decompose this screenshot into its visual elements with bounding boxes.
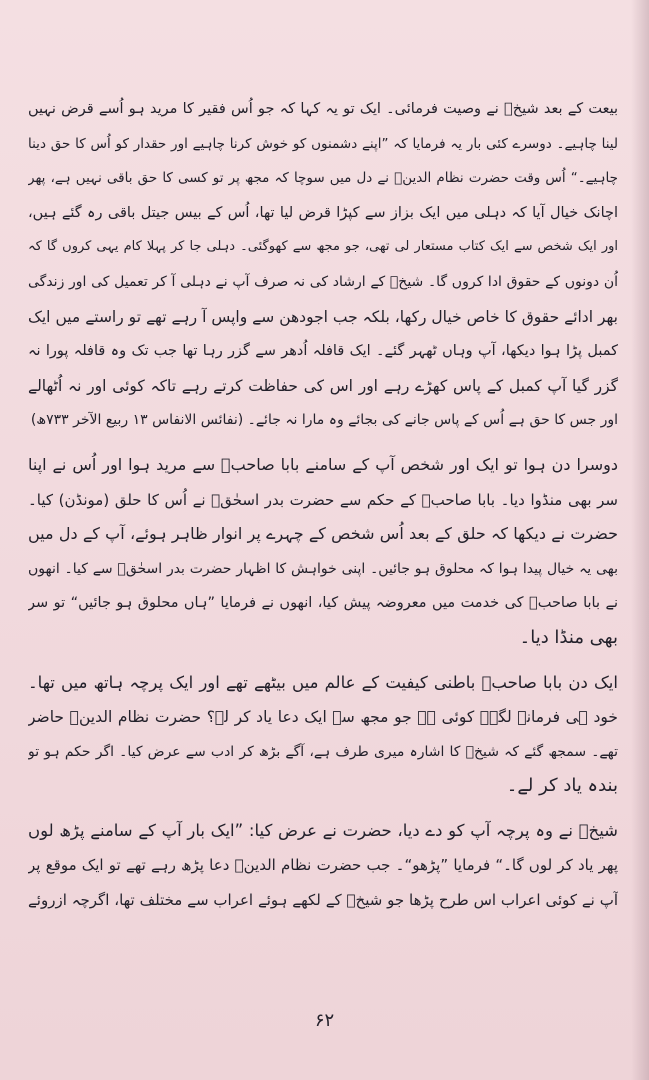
paragraph-4 [28,814,618,918]
text-line: بندہ یاد کر لے۔ [506,775,618,797]
text-line: اور جس کا حق ہے اُس کے پاس جانے کی بجائے وہ مارا نہ جائے۔ (نفائس الانفاس ۱۳ ربیع الآخر ۷۳۳ھ) [30,412,618,429]
text-line: خود ہی فرمانے لگے۔ کوئی ہے جو مجھ سے ایک دعا یاد کر لے؟ حضرت نظام الدینؒ حاضر [28,708,618,727]
paragraph-3 [28,666,618,804]
text-line: بیعت کے بعد شیخؒ نے وصیت فرمائی۔ ایک تو یہ کہا کہ جو اُس فقیر کا مرید ہو اُسے قرض نہیں [28,101,618,117]
text-line: چاہیے۔“ اُس وقت حضرت نظام الدینؒ نے دل میں سوچا کہ مجھ پر تو کسی کا حق باقی نہیں ہے، پھر [28,170,618,187]
page-number: ۶۲ [314,1010,335,1031]
text-line: پھر یاد کر لوں گا۔“ فرمایا ”پڑھو“۔ جب حضرت نظام الدینؒ دعا پڑھ رہے تھے تو ایک موقع پر [28,856,618,875]
text-line: بھر ادائے حقوق کا خاص خیال رکھا، بلکہ جب اجودھن سے واپس آ رہے تھے تو راستے میں ایک [28,307,618,326]
text-line: شیخؒ نے وہ پرچہ آپ کو دے دیا، حضرت نے عرض کیا: ”ایک بار آپ کے سامنے پڑھ لوں [28,820,618,840]
text-line: بھی یہ خیال پیدا ہوا کہ محلوق ہو جائیں۔ اپنی خواہش کا اظہار حضرت بدر اسحٰقؒ سے کیا۔ انھوں [28,560,618,577]
text-line: اُن دونوں کے حقوق ادا کروں گا۔ شیخؒ کے ارشاد کی نہ صرف آپ نے دہلی آ کر تعمیل کی اور زندگی [28,273,618,290]
text-line: اور ایک شخص سے ایک کتاب مستعار لی تھی، جو مجھ سے کھوگئی۔ دہلی جا کر پہلا کام یہی کروں گا کہ [28,239,618,255]
text-line: آپ نے کوئی اعراب اس طرح پڑھا جو شیخؒ کے لکھے ہوئے اعراب سے مختلف تھا، اگرچہ ازروئے [28,891,618,910]
body-text [28,92,618,918]
text-line: گزر گیا آپ کمبل کے پاس کھڑے رہے اور اس کی حفاظت کرتے رہے تاکہ کوئی اور نہ اُٹھالے [28,376,618,395]
text-line: نے بابا صاحبؒ کی خدمت میں معروضہ پیش کیا، انھوں نے فرمایا ”ہاں محلوق ہو جائیں“ تو سر [28,595,618,612]
text-line: اچانک خیال آیا کہ دہلی میں ایک بزاز سے کپڑا قرض لیا تھا، اُس کے بیس جیتل باقی رہ گئے ہیں، [28,204,618,221]
text-line: لینا چاہیے۔ دوسرے کئی بار یہ فرمایا کہ ”اپنے دشمنوں کو خوش کرنا چاہیے اور حقدار کو اُس کا حق دینا [28,135,618,152]
text-line: کمبل پڑا ہوا دیکھا، آپ وہاں ٹھہر گئے۔ ایک قافلہ اُدھر سے گزر رہا تھا جب تک وہ قافلہ پورا نہ [28,343,618,360]
text-line: دوسرا دن ہوا تو ایک اور شخص آپ کے سامنے بابا صاحبؒ سے مرید ہوا اور اُس نے اپنا [28,454,618,474]
text-line: تھے۔ سمجھ گئے کہ شیخؒ کا اشارہ میری طرف ہے، آگے بڑھ کر ادب سے عرض کیا۔ اگر حکم ہو تو [28,743,618,760]
text-line: سر بھی منڈوا دیا۔ بابا صاحبؒ کے حکم سے حضرت بدر اسحٰقؒ نے اُس کا حلق (مونڈن) کیا۔ [28,490,618,509]
paragraph-2 [28,448,618,656]
paragraph-1 [28,92,618,438]
text-line: بھی منڈا دیا۔ [519,626,618,648]
page-edge-shadow [631,0,649,1080]
text-line: حضرت نے دیکھا کہ حلق کے بعد اُس شخص کے چہرے پر انوار ظاہر ہوئے، آپ کے دل میں [28,524,618,544]
text-line: ایک دن بابا صاحبؒ باطنی کیفیت کے عالم میں بیٹھے تھے اور ایک پرچہ ہاتھ میں تھا۔ [28,672,618,692]
